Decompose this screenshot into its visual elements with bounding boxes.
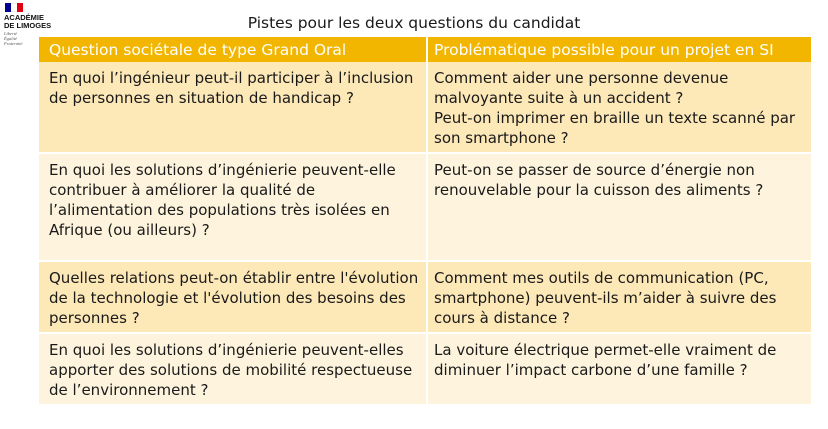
table-row	[39, 261, 811, 333]
table-header-row	[39, 37, 811, 62]
cell-problematique: La voiture électrique permet-elle vraiment de diminuer l’impact carbone d’une famille ?	[427, 333, 811, 405]
motto-fraternite: Fraternité	[4, 41, 23, 46]
french-flag-icon	[5, 3, 23, 12]
problematique-line: Comment aider une personne devenue malvoyante suite à un accident ?	[434, 69, 729, 107]
table-row	[39, 153, 811, 261]
org-name-line1: ACADÉMIE	[4, 13, 45, 22]
cell-question: En quoi les solutions d’ingénierie peuvent-elle contribuer à améliorer la qualité de l’alimentation des populations très isolées en Afrique (ou ailleurs) ?	[39, 153, 427, 261]
table-row	[39, 333, 811, 405]
header-question-societale: Question sociétale de type Grand Oral	[39, 37, 427, 62]
cell-question: Quelles relations peut-on établir entre l'évolution de la technologie et l'évolution des besoins des personnes ?	[39, 261, 427, 333]
pistes-table	[39, 37, 811, 406]
cell-question: En quoi l’ingénieur peut-il participer à l’inclusion de personnes en situation de handicap ?	[39, 62, 427, 153]
motto-liberte: Liberté	[4, 31, 17, 36]
cell-problematique: Comment mes outils de communication (PC, smartphone) peuvent-ils m’aider à suivre des cours à distance ?	[427, 261, 811, 333]
header-problematique: Problématique possible pour un projet en SI	[427, 37, 811, 62]
cell-problematique: Peut-on se passer de source d’énergie non renouvelable pour la cuisson des aliments ?	[427, 153, 811, 261]
cell-problematique	[427, 62, 811, 153]
problematique-line: Peut-on imprimer en braille un texte scanné par son smartphone ?	[434, 109, 796, 147]
page-title: Pistes pour les deux questions du candidat	[247, 14, 581, 32]
cell-question: En quoi les solutions d’ingénierie peuvent-elles apporter des solutions de mobilité respectueuse de l’environnement ?	[39, 333, 427, 405]
org-name-line2: DE LIMOGES	[4, 21, 52, 30]
table-row	[39, 62, 811, 153]
motto-egalite: Égalité	[4, 36, 17, 41]
